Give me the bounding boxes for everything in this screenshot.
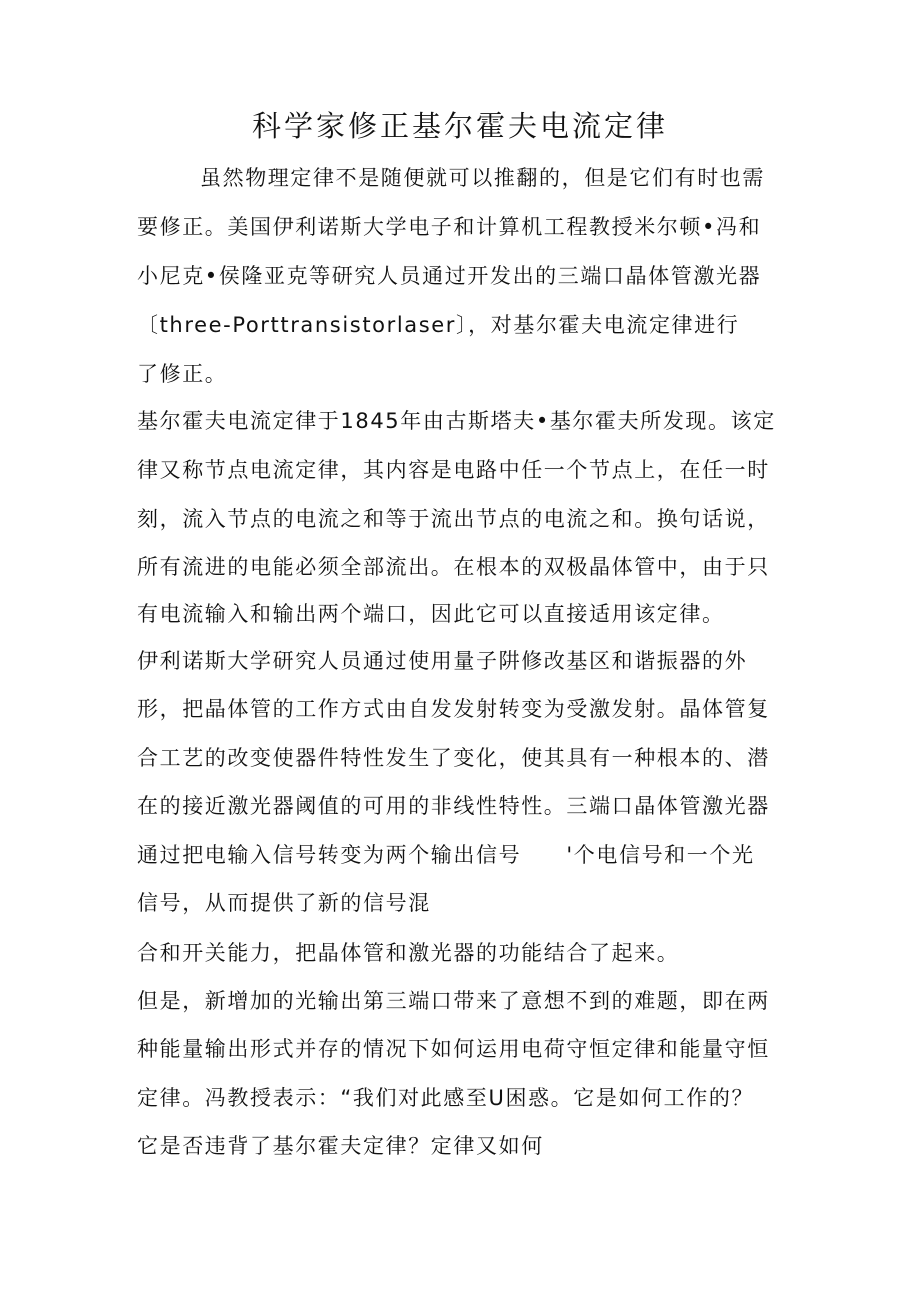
paragraph-line: 基尔霍夫电流定律于1845年由古斯塔夫•基尔霍夫所发现。该定 xyxy=(137,409,776,433)
paragraph-line: 虽然物理定律不是随便就可以推翻的，但是它们有时也需 xyxy=(200,166,765,190)
paragraph-line: 伊利诺斯大学研究人员通过使用量子阱修改基区和谐振器的外 xyxy=(137,649,748,673)
paragraph-line: 定律。冯教授表示：“我们对此感至U困惑。它是如何工作的？ xyxy=(137,1086,755,1110)
paragraph-line: 信号，从而提供了新的信号混 xyxy=(137,891,431,915)
paragraph-line: 〔three-Porttransistorlaser〕，对基尔霍夫电流定律进行 xyxy=(137,313,740,337)
paragraph-line: 了修正。 xyxy=(137,362,228,386)
paragraph-line: 合工艺的改变使器件特性发生了变化，使其具有一种根本的、潜 xyxy=(137,746,770,770)
paragraph-line: 合和开关能力，把晶体管和激光器的功能结合了起来。 xyxy=(137,941,680,965)
page-title: 科学家修正基尔霍夫电流定律 xyxy=(251,109,668,143)
paragraph-line: 刻，流入节点的电流之和等于流出节点的电流之和。换句话说， xyxy=(137,507,770,531)
paragraph-line: 要修正。美国伊利诺斯大学电子和计算机工程教授米尔顿•冯和 xyxy=(137,215,762,239)
paragraph-line: 它是否违背了基尔霍夫定律？定律又如何 xyxy=(137,1134,544,1158)
paragraph-line: 有电流输入和输出两个端口，因此它可以直接适用该定律。 xyxy=(137,602,725,626)
paragraph-line: 形，把晶体管的工作方式由自发发射转变为受激发射。晶体管复 xyxy=(137,697,770,721)
paragraph-line: 但是，新增加的光输出第三端口带来了意想不到的难题，即在两 xyxy=(137,989,770,1013)
paragraph-line: 所有流进的电能必须全部流出。在根本的双极晶体管中，由于只 xyxy=(137,555,770,579)
paragraph-line: 通过把电输入信号转变为两个输出信号 '个电信号和一个光 xyxy=(137,843,755,867)
paragraph-line: 在的接近激光器阈值的可用的非线性特性。三端口晶体管激光器 xyxy=(137,794,770,818)
paragraph-line: 种能量输出形式并存的情况下如何运用电荷守恒定律和能量守恒 xyxy=(137,1037,770,1061)
paragraph-line: 律又称节点电流定律，其内容是电路中任一个节点上，在任一时 xyxy=(137,458,770,482)
paragraph-line: 小尼克•侯隆亚克等研究人员通过开发出的三端口晶体管激光器 xyxy=(137,264,762,288)
